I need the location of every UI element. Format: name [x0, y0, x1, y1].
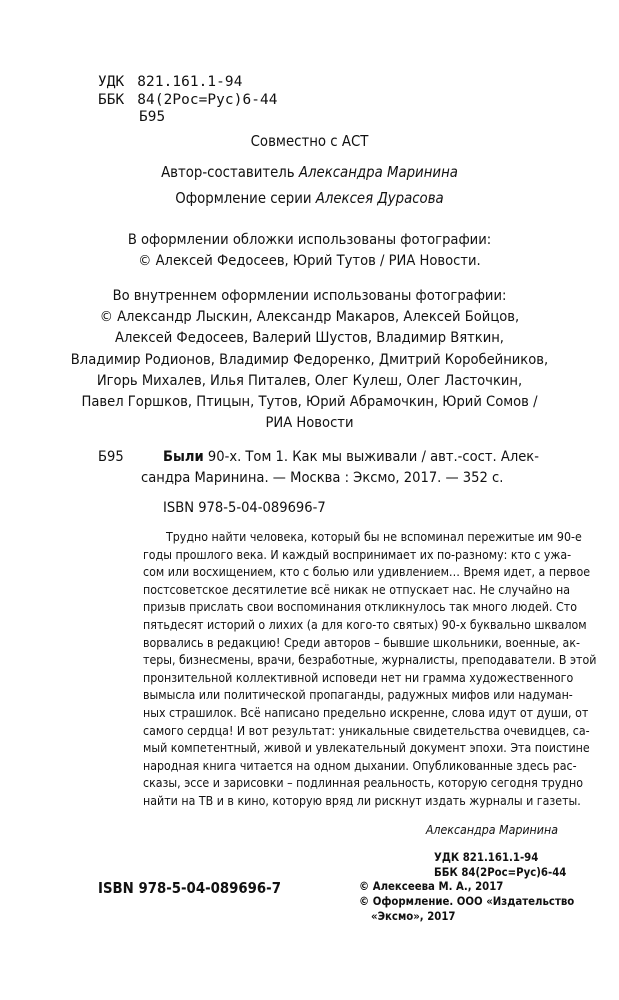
annotation-line: вымысла или политической пропаганды, радужных мифов или надуман-: [143, 688, 573, 703]
catalog-mark: Б95: [98, 448, 124, 465]
interior-photos-line: РИА Новости: [265, 414, 354, 432]
copyright-publisher: «Эксмо», 2017: [371, 910, 456, 923]
author-mark: Б95: [139, 109, 166, 125]
catalog-isbn: ISBN 978-5-04-089696-7: [163, 499, 326, 516]
joint-edition: Совместно с АСТ: [250, 133, 369, 150]
annotation-line: ных страшилок. Всё написано предельно искренне, слова идут от души, от: [143, 706, 589, 720]
annotation-line: Трудно найти человека, который бы не вспоминал пережитые им 90-е: [166, 530, 582, 544]
catalog-line-1: [163, 446, 539, 467]
catalog-line-2: сандра Маринина. — Москва : Эксмо, 2017. — 352 с.: [141, 469, 504, 487]
udk-value: 821.161.1-94: [137, 74, 243, 90]
annotation-line: ворвались в редакцию! Среди авторов – бывшие школьники, военные, ак-: [143, 635, 581, 650]
annotation-line: годы прошлого века. И каждый воспринимает их по-разному: кто с ужа-: [143, 547, 572, 562]
annotation-signature: Александра Маринина: [425, 823, 558, 837]
compiler-label: Автор-составитель: [161, 164, 299, 181]
annotation-line: найти на ТВ и в кино, которую вряд ли рискнут издать журналы и газеты.: [143, 794, 581, 808]
bottom-udk: УДК 821.161.1-94: [434, 851, 539, 864]
copyright-author: © Алексеева М. А., 2017: [359, 880, 504, 893]
annotation-line: призыв прислать свои воспоминания откликнулось так много людей. Сто: [143, 600, 577, 615]
bottom-isbn: ISBN 978-5-04-089696-7: [98, 880, 281, 897]
compiler-line: [0, 164, 619, 181]
bbk-value: 84(2Рос=Рус)6-44: [137, 91, 278, 108]
bbk-line: [98, 92, 278, 110]
cover-photos-credit: © Алексей Федосеев, Юрий Тутов / РИА Новости.: [138, 252, 481, 270]
annotation-line: самого сердца! И вот результат: уникальные свидетельства очевидцев, са-: [143, 723, 590, 738]
cover-photos-heading: В оформлении обложки использованы фотографии:: [127, 231, 492, 248]
udk-line: [98, 74, 242, 92]
copyright-design: © Оформление. ООО «Издательство: [359, 895, 575, 908]
annotation-line: пронзительной коллективной исповеди нет ни грамма художественного: [143, 670, 574, 685]
bbk-label: ББК: [98, 91, 125, 108]
interior-photos-line: © Александр Лыскин, Александр Макаров, Алексей Бойцов,: [99, 308, 520, 326]
annotation-line: сказы, эссе и зарисовки – подлинная реальность, которую сегодня трудно: [143, 776, 583, 791]
catalog-description: 90-х. Том 1. Как мы выживали / авт.-сост. Алек-: [203, 448, 539, 465]
bottom-bbk: ББК 84(2Рос=Рус)6-44: [434, 866, 567, 879]
interior-photos-line: Алексей Федосеев, Валерий Шустов, Владимир Вяткин,: [115, 329, 504, 347]
series-design-line: [0, 190, 619, 207]
annotation-line: мый компетентный, живой и увлекательный документ эпохи. Эта поистине: [143, 741, 590, 756]
annotation-line: пятьдесят историй о лихих (а для кого-то святых) 90-х буквально шквалом: [143, 618, 587, 632]
interior-photos-line: Игорь Михалев, Илья Питалев, Олег Кулеш, Олег Ласточкин,: [96, 371, 523, 389]
interior-photos-line: Владимир Родионов, Владимир Федоренко, Дмитрий Коробейников,: [70, 350, 549, 368]
annotation-line: постсоветское десятилетие всё никак не отпускает нас. Не случайно на: [143, 582, 571, 597]
interior-photos-line: Павел Горшков, Птицын, Тутов, Юрий Абрамочкин, Юрий Сомов /: [81, 393, 538, 410]
series-design-label: Оформление серии: [175, 190, 316, 207]
annotation-line: народная книга читается на одном дыхании. Опубликованные здесь рас-: [143, 758, 577, 773]
book-title: Были: [163, 448, 204, 465]
annotation-line: теры, бизнесмены, врачи, безработные, журналисты, преподаватели. В этой: [143, 653, 597, 668]
interior-photos-line: Во внутреннем оформлении использованы фотографии:: [112, 287, 507, 304]
compiler-name: Александра Маринина: [298, 164, 458, 181]
series-design-name: Алексея Дурасова: [315, 190, 444, 207]
annotation-line: сом или восхищением, кто с болью или удивлением… Время идет, а первое: [143, 565, 591, 580]
udk-label: УДК: [98, 74, 125, 90]
